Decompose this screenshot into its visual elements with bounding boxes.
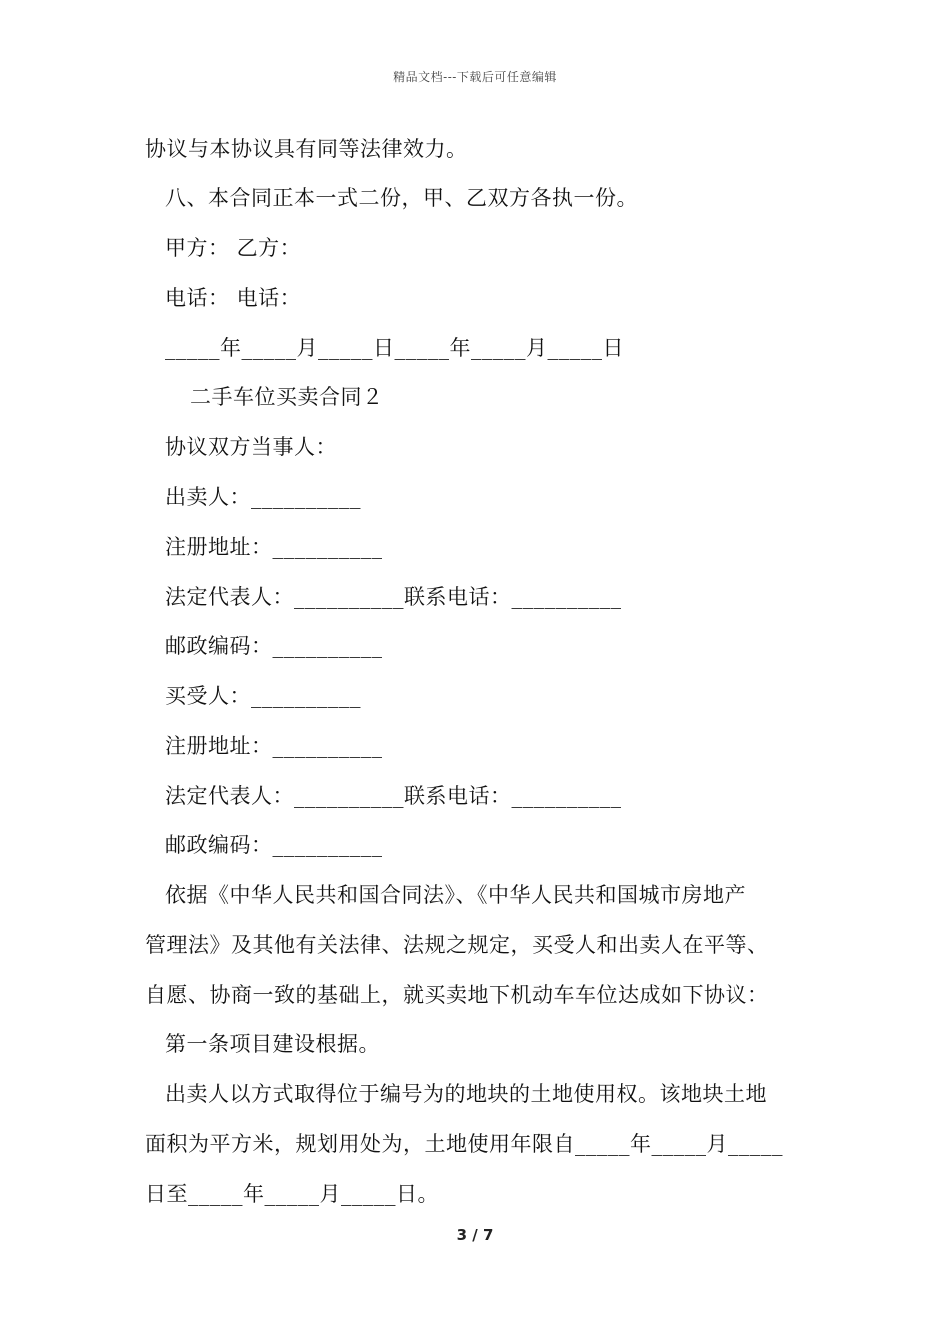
buyer-representative-field: 法定代表人：__________联系电话：__________ xyxy=(165,784,622,808)
buyer-postcode-field: 邮政编码：__________ xyxy=(165,833,383,857)
page-number: 3 / 7 xyxy=(456,1226,494,1244)
paragraph-line: 协议双方当事人： xyxy=(165,435,337,459)
paragraph-line: 日至_____年_____月_____日。 xyxy=(145,1182,439,1206)
buyer-address-field: 注册地址：__________ xyxy=(165,734,383,758)
article-title: 第一条项目建设根据。 xyxy=(165,1032,380,1056)
paragraph-line: 依据《中华人民共和国合同法》、《中华人民共和国城市房地产 xyxy=(165,883,746,907)
seller-postcode-field: 邮政编码：__________ xyxy=(165,634,383,658)
page-header: 精品文档---下载后可任意编辑 xyxy=(393,70,557,84)
buyer-field: 买受人：__________ xyxy=(165,684,361,708)
paragraph-line: 协议与本协议具有同等法律效力。 xyxy=(145,137,468,161)
paragraph-line: 管理法》及其他有关法律、法规之规定，买受人和出卖人在平等、 xyxy=(145,933,769,957)
paragraph-line: 自愿、协商一致的基础上，就买卖地下机动车车位达成如下协议： xyxy=(145,983,769,1007)
paragraph-line: 面积为平方米，规划用处为，土地使用年限自_____年_____月_____ xyxy=(145,1132,783,1156)
section-title: 二手车位买卖合同２ xyxy=(190,385,384,409)
phone-label-line: 电话： 电话： xyxy=(165,286,302,310)
date-line: _____年_____月_____日_____年_____月_____日 xyxy=(165,336,624,360)
paragraph-line: 出卖人以方式取得位于编号为的地块的土地使用权。该地块土地 xyxy=(165,1082,767,1106)
seller-address-field: 注册地址：__________ xyxy=(165,535,383,559)
seller-field: 出卖人：__________ xyxy=(165,485,361,509)
party-label-line: 甲方： 乙方： xyxy=(165,236,302,260)
seller-representative-field: 法定代表人：__________联系电话：__________ xyxy=(165,585,622,609)
paragraph-line: 八、本合同正本一式二份，甲、乙双方各执一份。 xyxy=(165,186,638,210)
